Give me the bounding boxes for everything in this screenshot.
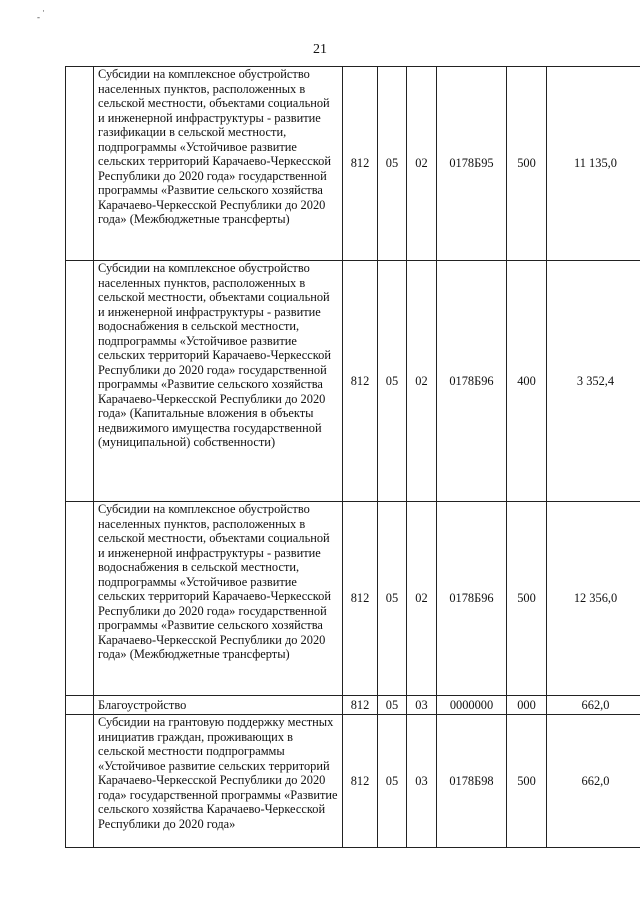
description-cell: Субсидии на грантовую поддержку местных инициатив граждан, проживающих в сельской местности подпрограммы «Устойчивое развитие сельских территорий Карачаево-Черкесской Республики до 2020 года» государственной программы «Развитие сельского хозяйства Карачаево-Черкесской Республики до 2020 года» xyxy=(94,715,343,848)
expense-type-cell: 500 xyxy=(507,67,547,261)
row-number-cell xyxy=(66,67,94,261)
description-cell: Благоустройство xyxy=(94,696,343,715)
subsection-cell: 02 xyxy=(407,502,437,696)
subsection-cell: 02 xyxy=(407,261,437,502)
description-cell: Субсидии на комплексное обустройство населенных пунктов, расположенных в сельской местности, объектами социальной и инженерной инфраструктуры - развитие газификации в сельской местности, подпрограммы «Устойчивое развитие сельских территорий Карачаево-Черкесской Республики до 2020 года» государственной программы «Развитие сельского хозяйства Карачаево-Черкесской Республики до 2020 года» (Межбюджетные трансферты) xyxy=(94,67,343,261)
subsection-cell: 03 xyxy=(407,696,437,715)
subsection-cell: 02 xyxy=(407,67,437,261)
row-number-cell xyxy=(66,502,94,696)
table-row xyxy=(66,261,640,502)
target-article-cell: 0178Б96 xyxy=(437,502,507,696)
ved-cell: 812 xyxy=(343,696,378,715)
budget-table xyxy=(65,66,640,848)
amount-cell: 662,0 xyxy=(547,696,640,715)
amount-cell: 662,0 xyxy=(547,715,640,848)
amount-cell: 11 135,0 xyxy=(547,67,640,261)
section-cell: 05 xyxy=(378,715,407,848)
ved-cell: 812 xyxy=(343,261,378,502)
ved-cell: 812 xyxy=(343,502,378,696)
ved-cell: 812 xyxy=(343,715,378,848)
section-cell: 05 xyxy=(378,696,407,715)
scan-speck: · xyxy=(42,6,45,16)
description-cell: Субсидии на комплексное обустройство населенных пунктов, расположенных в сельской местности, объектами социальной и инженерной инфраструктуры - развитие водоснабжения в сельской местности, подпрограммы «Устойчивое развитие сельских территорий Карачаево-Черкесской Республики до 2020 года» государственной программы «Развитие сельского хозяйства Карачаево-Черкесской Республики до 2020 года» (Межбюджетные трансферты) xyxy=(94,502,343,696)
expense-type-cell: 500 xyxy=(507,502,547,696)
scan-speck: - xyxy=(37,12,40,22)
section-cell: 05 xyxy=(378,261,407,502)
ved-cell: 812 xyxy=(343,67,378,261)
table-row xyxy=(66,67,640,261)
target-article-cell: 0000000 xyxy=(437,696,507,715)
row-number-cell xyxy=(66,715,94,848)
target-article-cell: 0178Б98 xyxy=(437,715,507,848)
expense-type-cell: 000 xyxy=(507,696,547,715)
expense-type-cell: 400 xyxy=(507,261,547,502)
table-row xyxy=(66,715,640,848)
row-number-cell xyxy=(66,696,94,715)
expense-type-cell: 500 xyxy=(507,715,547,848)
page-number: 21 xyxy=(313,42,327,57)
section-cell: 05 xyxy=(378,67,407,261)
table-row xyxy=(66,696,640,715)
amount-cell: 3 352,4 xyxy=(547,261,640,502)
description-cell: Субсидии на комплексное обустройство населенных пунктов, расположенных в сельской местности, объектами социальной и инженерной инфраструктуры - развитие водоснабжения в сельской местности, подпрограммы «Устойчивое развитие сельских территорий Карачаево-Черкесской Республики до 2020 года» государственной программы «Развитие сельского хозяйства Карачаево-Черкесской Республики до 2020 года» (Капитальные вложения в объекты недвижимого имущества государственной (муниципальной) собственности) xyxy=(94,261,343,502)
table-row xyxy=(66,502,640,696)
subsection-cell: 03 xyxy=(407,715,437,848)
target-article-cell: 0178Б95 xyxy=(437,67,507,261)
section-cell: 05 xyxy=(378,502,407,696)
target-article-cell: 0178Б96 xyxy=(437,261,507,502)
amount-cell: 12 356,0 xyxy=(547,502,640,696)
row-number-cell xyxy=(66,261,94,502)
